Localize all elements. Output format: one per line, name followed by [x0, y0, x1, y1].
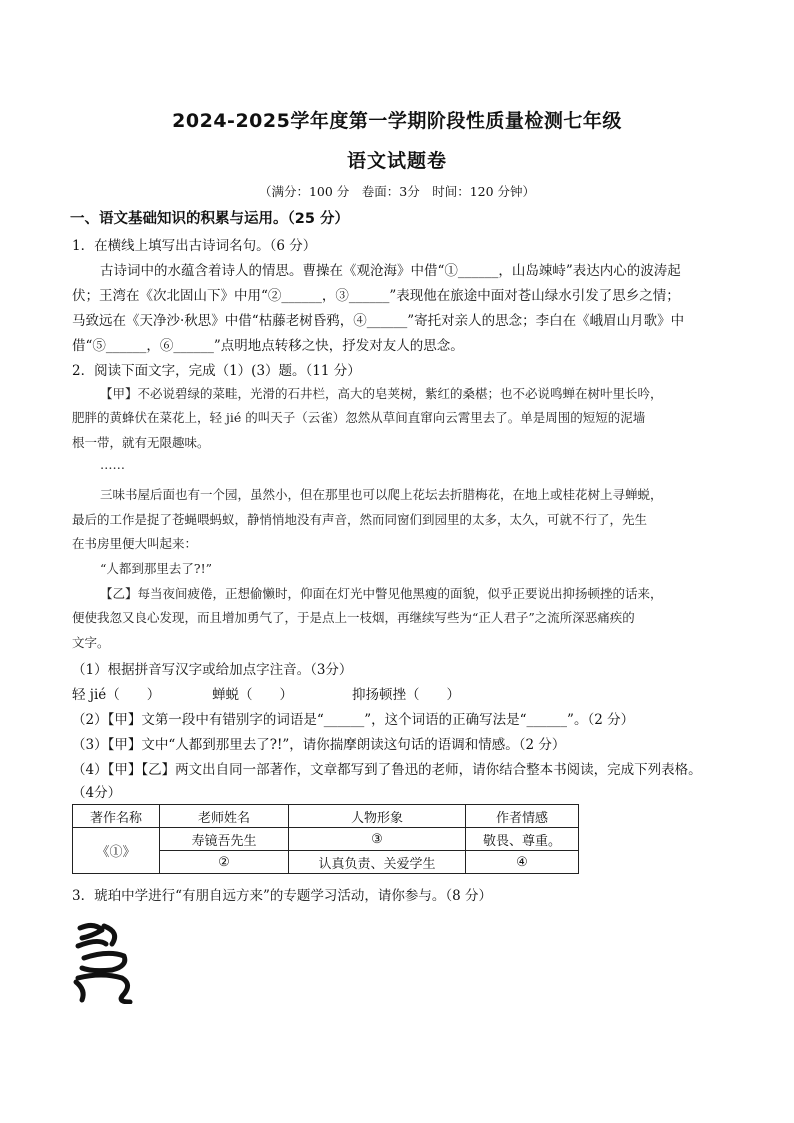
passage-line: 【乙】每当夜间疲倦，正想偷懒时，仰面在灯光中瞥见他黑瘦的面貌，似乎正要说出抑扬顿挫的话来， [100, 586, 663, 601]
q1-line: 古诗词中的水蕴含着诗人的情思。曹操在《观沧海》中借“①______，山岛竦峙”表达内心的波涛起 [100, 263, 681, 279]
exam-title: 2024-2025学年度第一学期阶段性质量检测七年级 [172, 110, 622, 132]
table-cell: ④ [466, 851, 579, 874]
table-cell: 敬畏、尊重。 [466, 828, 579, 851]
table-header-cell: 著作名称 [73, 805, 160, 828]
table-cell: 认真负责、关爱学生 [289, 851, 466, 874]
q2-sub1-item: 抑扬顿挫（ ） [352, 687, 460, 703]
q2-sub1-item: 轻 jié（ ） [72, 687, 161, 703]
table-header-cell: 作者情感 [466, 805, 579, 828]
q2-sub1-item: 蝉蜕（ ） [212, 687, 293, 703]
q3-stem: 3．琥珀中学进行“有朋自远方来”的专题学习活动，请你参与。（8 分） [72, 888, 493, 904]
table-cell: 寿镜吾先生 [160, 828, 289, 851]
table-book-cell: 《①》 [73, 828, 160, 874]
exam-subtitle: 语文试题卷 [346, 150, 447, 172]
q1-line: 马致远在《天净沙·秋思》中借“枯藤老树昏鸦，④______”寄托对亲人的思念；李白在《峨眉山月歌》中 [72, 313, 685, 329]
passage-line: 文字。 [72, 635, 110, 650]
passage-ellipsis: …… [100, 457, 125, 472]
q1-line: 借“⑤______，⑥______”点明地点转移之快，抒发对友人的思念。 [72, 338, 464, 354]
q2-sub3: （3）【甲】文中“人都到那里去了?!”，请你揣摩朗读这句话的语调和情感。（2 分） [72, 737, 566, 753]
table-cell: ③ [289, 828, 466, 851]
table-header-row [73, 805, 579, 828]
q1-stem: 1．在横线上填写出古诗词名句。（6 分） [72, 238, 317, 254]
passage-line: 根一带，就有无限趣味。 [72, 435, 210, 450]
passage-line: 肥胖的黄蜂伏在菜花上，轻 jié 的叫天子（云雀）忽然从草间直窜向云霄里去了。单是周围的短短的泥墙 [72, 410, 646, 425]
section-heading: 一、语文基础知识的积累与运用。（25 分） [70, 211, 349, 227]
q2-sub4-score: （4分） [72, 785, 122, 801]
q2-sub4: （4）【甲】【乙】两文出自同一部著作，文章都写到了鲁迅的老师，请你结合整本书阅读，完成下列表格。 [72, 762, 702, 778]
q1-line: 伏；王湾在《次北固山下》中用“②______，③______”表现他在旅途中面对苍山绿水引发了思乡之情； [72, 288, 680, 304]
passage-line: 【甲】不必说碧绿的菜畦，光滑的石井栏，高大的皂荚树，紫红的桑椹；也不必说鸣蝉在树叶里长吟， [100, 386, 663, 401]
passage-line: 三味书屋后面也有一个园，虽然小，但在那里也可以爬上花坛去折腊梅花，在地上或桂花树上寻蝉蜕， [100, 487, 663, 502]
table-header-cell: 人物形象 [289, 805, 466, 828]
table-row [73, 828, 579, 851]
passage-line: “人都到那里去了?!” [100, 561, 213, 576]
q2-sub1: （1）根据拼音写汉字或给加点字注音。（3分） [72, 662, 353, 678]
passage-line: 便使我忽又良心发现，而且增加勇气了，于是点上一枝烟，再继续写些为“正人君子”之流所深恶痛疾的 [72, 610, 635, 625]
seal-script-character-icon [72, 920, 142, 1004]
passage-line: 最后的工作是捉了苍蝇喂蚂蚁，静悄悄地没有声音，然而同窗们到园里的太多，太久，可就不行了，先生 [72, 512, 648, 527]
exam-meta: （满分：100 分 卷面：3分 时间：120 分钟） [258, 184, 536, 199]
passage-line: 在书房里便大叫起来： [72, 536, 198, 551]
table-cell: ② [160, 851, 289, 874]
table-header-cell: 老师姓名 [160, 805, 289, 828]
q2-stem: 2．阅读下面文字，完成（1）(3）题。（11 分） [72, 363, 361, 379]
q2-sub2: （2）【甲】文第一段中有错别字的词语是“______”，这个词语的正确写法是“______”。（2 分） [72, 712, 635, 728]
answer-table [72, 804, 579, 874]
